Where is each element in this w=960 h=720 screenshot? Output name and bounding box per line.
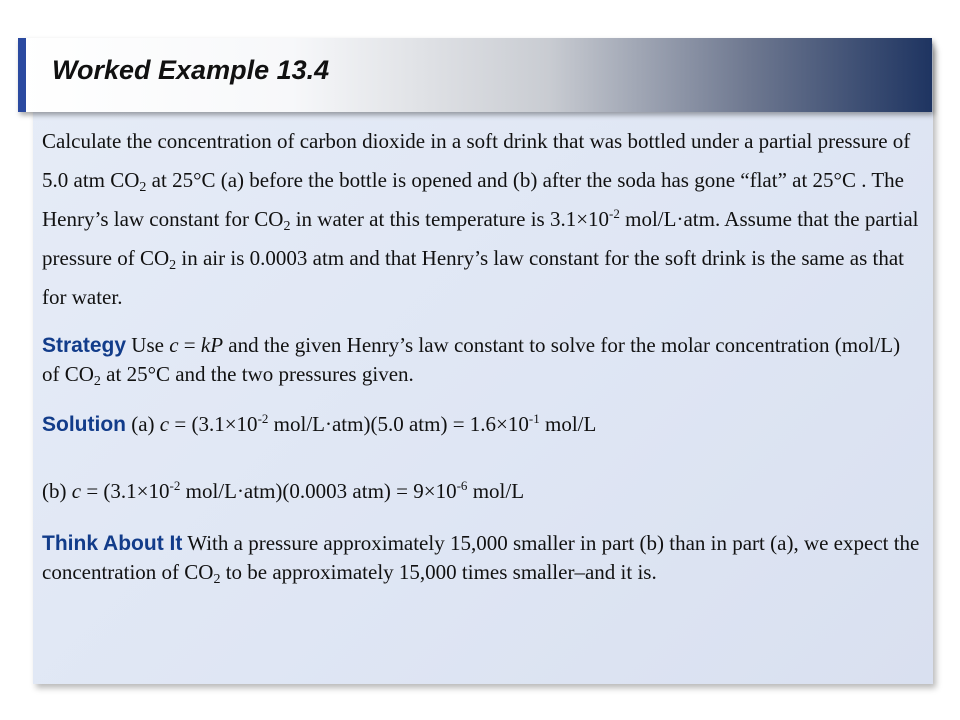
strategy-label: Strategy [42,334,127,357]
problem-statement: Calculate the concentration of carbon dioxide in a soft drink that was bottled under a partial pressure of 5.0 atm $CO_2$ at 25°C (a) before the bottle is opened and (b) after the soda has gone “flat” at 25°C . The Henry’s law constant for $CO_2$ in water at this temperature is $3.1\times 10^{-2}$ mol/L·atm. Assume that the partial pressure of $CO_2$ in air is 0.0003 atm and that Henry’s law constant for the soft drink is the same as that for water. [42,129,919,309]
strategy-section: Strategy Use c = kP and the given Henry’s law constant to solve for the molar concentration (mol/L) of $CO_2$ at 25°C and the two pressures given. [42,333,901,389]
slide-content [42,122,922,586]
solution-label: Solution [42,413,126,436]
solution-part-b: (b) $c = (3.1\times 10^{-2}$ mol/L·atm)(0.0003 $atm) = 9\times 10^{-6}$ mol/L [42,478,525,503]
think-about-it-label: Think About It [42,532,183,555]
solution-part-a: Solution (a) $c = (3.1\times 10^{-2}$ mol/L·atm)(5.0 $atm) = 1.6\times 10^{-1}$ mol/L [42,411,597,436]
think-about-it-section: Think About It With a pressure approximately 15,000 smaller in part (b) than in part (a), we expect the concentration of $CO_2$ to be approximately 15,000 times smaller–and it is. [42,531,920,587]
slide-title: Worked Example 13.4 [52,55,330,85]
title-accent [18,38,26,112]
